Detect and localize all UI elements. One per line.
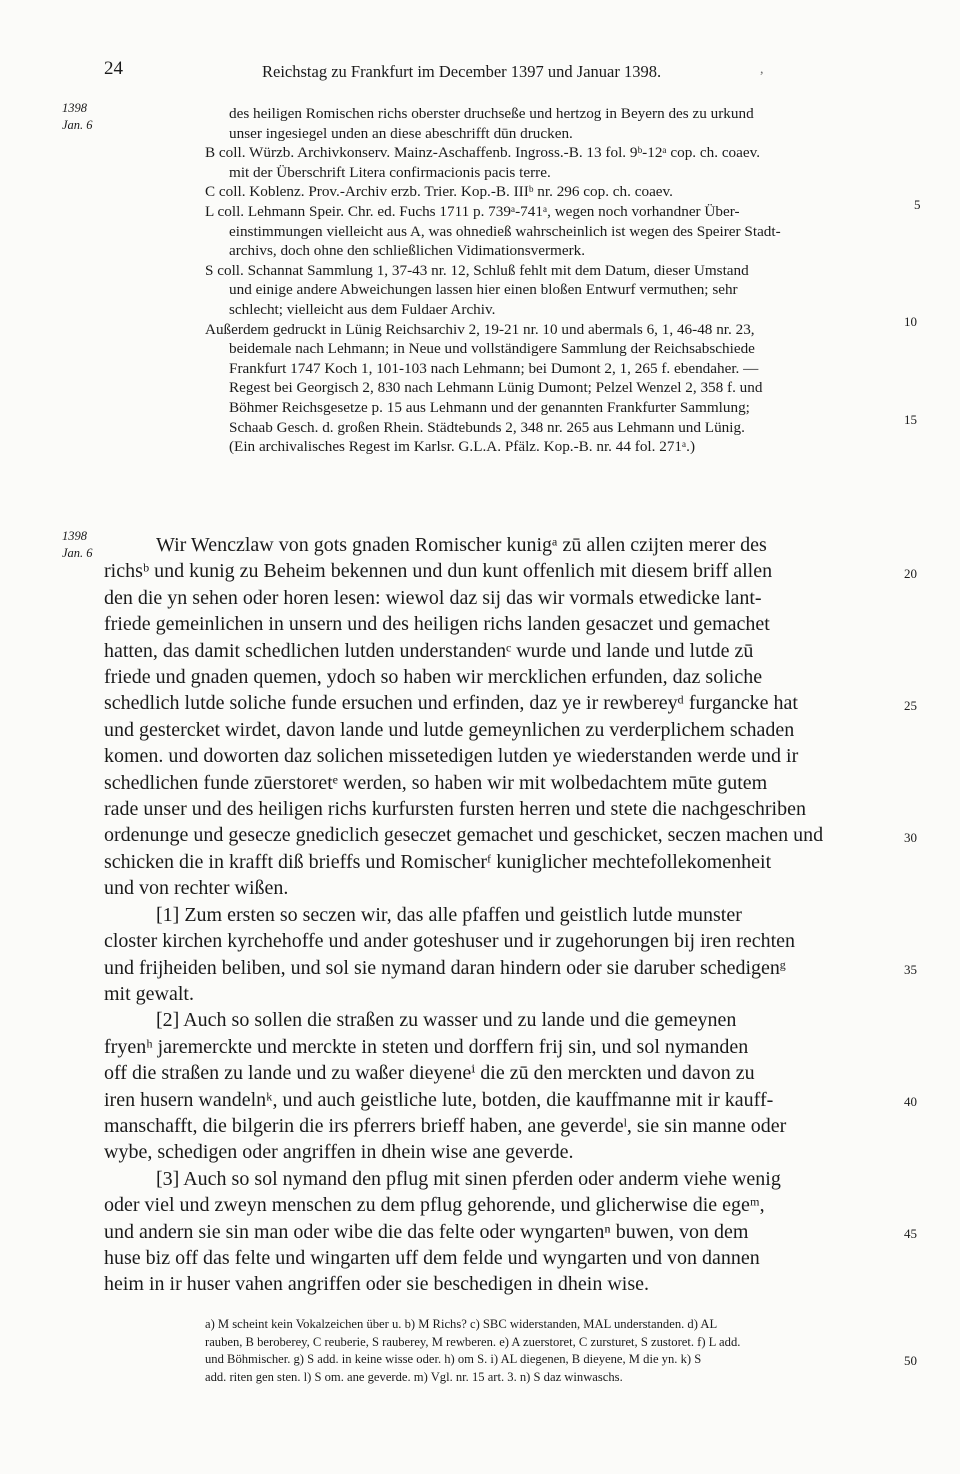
text-line: [3] Auch so sol nymand den pflug mit sinen pferden oder anderm viehe wenig bbox=[156, 1167, 781, 1190]
text-line: und gestercket wirdet, davon lande und lutde gemeynlichen zu verderplichem schaden bbox=[104, 718, 795, 741]
margin-date-day: Jan. 6 bbox=[62, 546, 93, 560]
apparatus-line: Außerdem gedruckt in Lünig Reichsarchiv 2, 19-21 nr. 10 und abermals 6, 1, 46-48 nr. 23, bbox=[205, 320, 755, 338]
text-line: schedlichen funde zūerstoretᵉ werden, so haben wir mit wolbedachtem mūte gutem bbox=[104, 771, 768, 794]
text-line: [2] Auch so sollen die straßen zu wasser und zu lande und die gemeynen bbox=[156, 1009, 737, 1032]
running-title: Reichstag zu Frankfurt im December 1397 und Januar 1398. bbox=[262, 62, 662, 81]
text-line: huse biz off das felte und wingarten uff dem felde und wyngarten und von dannen bbox=[104, 1246, 760, 1269]
text-line: friede und gnaden quemen, ydoch so haben wir mercklichen erfunden, daz soliche bbox=[104, 666, 763, 689]
apparatus-line: B coll. Würzb. Archivkonserv. Mainz-Aschaffenb. Ingross.-B. 13 fol. 9ᵇ-12ᵃ cop. ch. coaev. bbox=[205, 144, 761, 162]
footnote-line: rauben, B beroberey, C reuberie, S rauberey, M rewberen. e) A zuerstoret, C zursturet, S zustoret. f) L add. bbox=[205, 1334, 741, 1349]
apparatus-line: S coll. Schannat Sammlung 1, 37-43 nr. 12, Schluß fehlt mit dem Datum, dieser Umstand bbox=[205, 261, 749, 279]
text-line: schicken die in krafft diß brieffs und Romischerᶠ kuniglicher mechtefollekomenheit bbox=[104, 850, 772, 873]
text-line: Wir Wenczlaw von gots gnaden Romischer kunigᵃ zū allen czijten merer des bbox=[156, 534, 767, 556]
text-line: oder viel und zweyn menschen zu dem pflug gehorende, und glicherwise die egeᵐ, bbox=[104, 1194, 765, 1217]
apparatus-line: Böhmer Reichsgesetze p. 15 aus Lehmann und der genannten Frankfurter Sammlung; bbox=[229, 398, 750, 416]
apparatus-line: C coll. Koblenz. Prov.-Archiv erzb. Trier. Kop.-B. IIIᵇ nr. 296 cop. ch. coaev. bbox=[205, 183, 673, 201]
apparatus-line: einstimmungen vielleicht aus A, was ohnedieß wahrscheinlich ist wegen des Speirer Stadt- bbox=[229, 222, 781, 240]
line-number: 10 bbox=[904, 314, 917, 329]
footnotes bbox=[205, 1316, 910, 1386]
apparatus-line: Frankfurt 1747 Koch 1, 101-103 nach Lehmann; bei Dumont 2, 1, 265 f. ebendaher. — bbox=[229, 359, 759, 377]
apparatus-line: Schaab Gesch. d. großen Rhein. Städtebunds 2, 348 nr. 265 aus Lehmann und Lünig. bbox=[229, 418, 745, 436]
text-line: rade unser und des heiligen richs kurfursten fursten herren und stete die nachgeschriben bbox=[104, 798, 806, 821]
text-line: friede gemeinlichen in unsern und des heiligen richs landen gesaczet und gemachet bbox=[104, 613, 770, 636]
margin-date bbox=[62, 100, 93, 134]
text-line: wybe, schedigen oder angriffen in dhein wise ane geverde. bbox=[104, 1141, 574, 1164]
footnote-line: a) M scheint kein Vokalzeichen über u. b) M Richs? c) SBC widerstanden, MAL understanden. d) AL bbox=[205, 1317, 718, 1331]
text-line: fryenʰ jaremerckte und merckte in steten und dorffern frij sin, und sol nymanden bbox=[104, 1035, 749, 1058]
text-line: off die straßen zu lande und zu waßer dieyeneⁱ die zū den merckten und davon zu bbox=[104, 1062, 755, 1085]
footnote-line: add. riten gen sten. l) S om. ane geverde. m) Vgl. nr. 15 art. 3. n) S daz winwaschs. bbox=[205, 1369, 623, 1384]
apparatus-line: (Ein archivalisches Regest im Karlsr. G.L.A. Pfälz. Kop.-B. nr. 44 fol. 271ᵃ.) bbox=[229, 438, 696, 456]
apparatus-line: unser ingesiegel unden an diese abeschrifft dūn drucken. bbox=[229, 124, 573, 142]
text-line: [1] Zum ersten so seczen wir, das alle pfaffen und geistlich lutde munster bbox=[156, 903, 742, 926]
line-number: 50 bbox=[904, 1353, 917, 1368]
text-line: closter kirchen kyrchehoffe und ander goteshuser und ir zugehorungen bij iren rechten bbox=[104, 930, 796, 953]
text-line: und andern sie sin man oder wibe die das felte oder wyngartenⁿ buwen, von dem bbox=[104, 1220, 749, 1243]
line-number: 45 bbox=[904, 1226, 917, 1241]
line-number: 25 bbox=[904, 698, 917, 713]
text-line: den die yn sehen oder horen lesen: wiewol daz sij das wir vormals etwedicke lant- bbox=[104, 586, 762, 609]
apparatus-line: des heiligen Romischen richs oberster druchseße und hertzog in Beyern des zu urkund bbox=[229, 105, 754, 122]
text-line: richsᵇ und kunig zu Beheim bekennen und dun kunt offenlich mit diesem briff allen bbox=[104, 560, 773, 583]
text-line: heim in ir huser vahen angriffen oder sie beschedigen in dhein wise. bbox=[104, 1273, 650, 1296]
text-line: mit gewalt. bbox=[104, 982, 194, 1005]
text-line: komen. und doworten daz solichen missetedigen lutden ye wiederstanden werde und ir bbox=[104, 745, 799, 768]
line-number: 35 bbox=[904, 962, 917, 977]
text-line: ordenunge und gesecze gnediclich geseczet gemachet und geschicket, seczen machen und bbox=[104, 824, 824, 847]
document-body bbox=[104, 532, 894, 1298]
text-line: schedlich lutde soliche funde ersuchen und erfinden, daz ye ir rewbereyᵈ furgancke hat bbox=[104, 692, 798, 715]
text-line: und von rechter wißen. bbox=[104, 877, 289, 900]
apparatus-line: schlecht; vielleicht aus dem Fuldaer Archiv. bbox=[229, 300, 496, 318]
line-number: 15 bbox=[904, 412, 917, 427]
print-mark: , bbox=[760, 62, 764, 77]
margin-date-day: Jan. 6 bbox=[62, 118, 93, 132]
apparatus-line: archivs, doch ohne den schließlichen Vidimationsvermerk. bbox=[229, 242, 586, 260]
apparatus-block bbox=[205, 104, 910, 457]
text-line: hatten, das damit schedlichen lutden understandenᶜ wurde und lande und lutde zū bbox=[104, 639, 754, 662]
line-number: 30 bbox=[904, 830, 917, 845]
apparatus-line: L coll. Lehmann Speir. Chr. ed. Fuchs 1711 p. 739ᵃ-741ᵃ, wegen noch vorhandner Über- bbox=[205, 202, 740, 220]
apparatus-line: und einige andere Abweichungen lassen hier einen bloßen Entwurf vermuthen; sehr bbox=[229, 281, 738, 299]
text-line: iren husern wandelnᵏ, und auch geistliche lute, botden, die kauffmanne mit ir kauff- bbox=[104, 1088, 774, 1111]
line-number: 5 bbox=[914, 197, 921, 212]
margin-date bbox=[62, 528, 93, 562]
footnote-line: und Böhmischer. g) S add. in keine wisse oder. h) om S. i) AL diegenen, B dieyene, M die yn. k) S bbox=[205, 1352, 702, 1367]
apparatus-line: Regest bei Georgisch 2, 830 nach Lehmann Lünig Dumont; Pelzel Wenzel 2, 358 f. und bbox=[229, 379, 763, 397]
apparatus-line: beidemale nach Lehmann; in Neue und vollständigere Sammlung der Reichsabschiede bbox=[229, 340, 755, 358]
text-line: und frijheiden beliben, und sol sie nymand daran hindern oder sie daruber schedigenᵍ bbox=[104, 956, 786, 979]
line-number: 20 bbox=[904, 566, 917, 581]
margin-date-year: 1398 bbox=[62, 529, 87, 543]
text-line: manschafft, die bilgerin die irs pferrers brieff haben, ane geverdeˡ, sie sin manne oder bbox=[104, 1114, 787, 1137]
line-number: 40 bbox=[904, 1094, 917, 1109]
page-number: 24 bbox=[104, 58, 123, 79]
apparatus-line: mit der Überschrift Litera confirmacionis pacis terre. bbox=[229, 163, 551, 181]
margin-date-year: 1398 bbox=[62, 101, 87, 115]
